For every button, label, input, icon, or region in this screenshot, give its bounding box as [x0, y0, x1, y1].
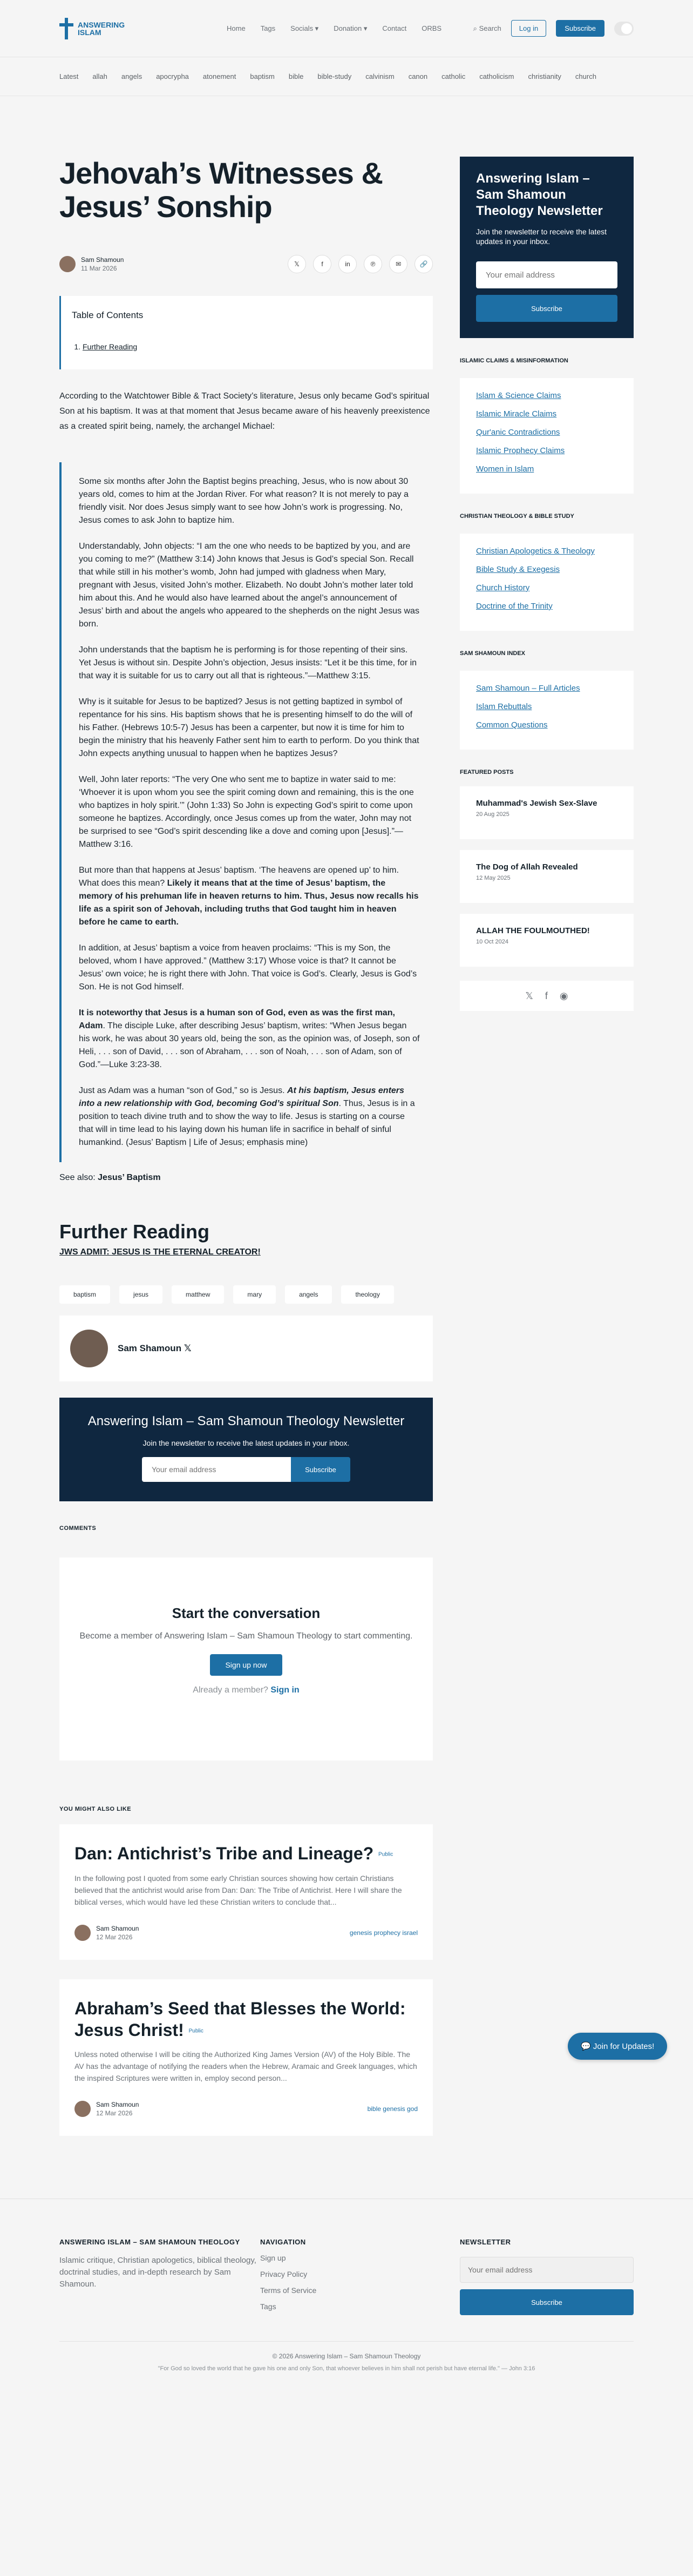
avatar — [74, 2101, 91, 2117]
subscribe-button[interactable]: Subscribe — [460, 2289, 634, 2315]
tag-bar — [0, 57, 693, 96]
further-reading-heading: Further Reading — [59, 1220, 210, 1243]
sidebar-link[interactable]: Doctrine of the Trinity — [476, 602, 553, 611]
email-field[interactable] — [476, 261, 617, 288]
sidebar-link[interactable]: Islam Rebuttals — [476, 702, 532, 711]
search-icon: ⌕ — [473, 24, 479, 32]
subscribe-button[interactable]: Subscribe — [476, 295, 617, 322]
nav-donation[interactable]: Donation ▾ — [334, 24, 368, 32]
cross-icon — [59, 18, 73, 39]
tag-link[interactable]: allah — [92, 72, 107, 80]
footer-link[interactable]: Privacy Policy — [260, 2270, 308, 2279]
sidebar-link[interactable]: Islamic Miracle Claims — [476, 409, 557, 419]
table-of-contents: Table of Contents 1. Further Reading — [59, 296, 433, 369]
tag-pill[interactable]: baptism — [59, 1285, 110, 1304]
signup-button[interactable]: Sign up now — [210, 1654, 282, 1676]
tag-pills — [59, 1285, 433, 1304]
avatar[interactable] — [59, 256, 76, 272]
toc-item[interactable]: Further Reading — [83, 342, 138, 351]
linkedin-share-icon[interactable]: in — [338, 255, 357, 273]
avatar — [74, 1925, 91, 1941]
main-nav — [227, 24, 441, 33]
sidebar-link[interactable]: Church History — [476, 583, 530, 592]
tag-link[interactable]: apocrypha — [156, 72, 189, 80]
sidebar-link[interactable]: Sam Shamoun – Full Articles — [476, 684, 580, 693]
nav-socials[interactable]: Socials ▾ — [290, 24, 319, 32]
page-title: Jehovah’s Witnesses & Jesus’ Sonship — [59, 156, 383, 224]
footer: ANSWERING ISLAM – SAM SHAMOUN THEOLOGY Islamic critique, Christian apologetics, biblical theology, doctrinal studies, and in-depth research by Sam Shamoun. NAVIGATION Sign up Privacy Policy Terms of Service Tags NEWSLETTER Your email address Subscribe © 2026 Answering Islam – Sam Shamoun Theology "For God so loved the world that he gave his one and only Son, that whoever believes in him shall not perish but have eternal life." — John 3:16 — [0, 2199, 693, 2372]
sidebar-link[interactable]: Christian Apologetics & Theology — [476, 547, 595, 556]
nav-contact[interactable]: Contact — [382, 24, 407, 32]
tag-link[interactable]: catholicism — [479, 72, 514, 80]
footer-link[interactable]: Sign up — [260, 2254, 286, 2263]
tag-link[interactable]: angels — [121, 72, 142, 80]
sidebar-newsletter: Answering Islam – Sam Shamoun Theology Newsletter Join the newsletter to receive the latest updates in your inbox. Your email address Subscribe — [460, 157, 634, 338]
sidebar-link[interactable]: Islam & Science Claims — [476, 391, 561, 400]
sidebar-link[interactable]: Islamic Prophecy Claims — [476, 446, 565, 455]
author-card — [59, 1316, 433, 1381]
join-updates-button[interactable]: 💬 Join for Updates! — [568, 2033, 667, 2060]
comments-label: COMMENTS — [59, 1525, 97, 1532]
email-share-icon[interactable]: ✉ — [389, 255, 407, 273]
sidebar-links — [460, 534, 634, 631]
nav-home[interactable]: Home — [227, 24, 246, 32]
footer-link[interactable]: Tags — [260, 2302, 276, 2311]
avatar[interactable] — [70, 1330, 108, 1367]
tag-link[interactable]: baptism — [250, 72, 275, 80]
tag-link[interactable]: calvinism — [365, 72, 395, 80]
tag-link[interactable]: catholic — [441, 72, 466, 80]
tag-link[interactable]: christianity — [528, 72, 561, 80]
tag-link[interactable]: Latest — [59, 72, 79, 80]
author-name[interactable]: Sam Shamoun — [81, 256, 124, 264]
tag-link[interactable]: canon — [408, 72, 428, 80]
chat-icon: 💬 — [581, 2042, 593, 2051]
comments-box: Start the conversation Become a member of Answering Islam – Sam Shamoun Theology to start commenting. Sign up now Already a member? Sign in — [59, 1557, 433, 1761]
sidebar-link[interactable]: Bible Study & Exegesis — [476, 565, 560, 574]
facebook-share-icon[interactable]: f — [313, 255, 331, 273]
email-field[interactable] — [460, 2257, 634, 2283]
footer-link[interactable]: Terms of Service — [260, 2286, 317, 2295]
featured-post[interactable]: The Dog of Allah Revealed 12 May 2025 — [460, 850, 634, 903]
subscribe-button[interactable]: Subscribe — [556, 20, 604, 37]
nav-tags[interactable]: Tags — [260, 24, 276, 32]
signin-link[interactable]: Sign in — [270, 1685, 300, 1695]
featured-post[interactable]: ALLAH THE FOULMOUTHED! 10 Oct 2024 — [460, 914, 634, 967]
email-field[interactable] — [142, 1457, 291, 1482]
tag-pill[interactable]: angels — [285, 1285, 332, 1304]
footer-verse: "For God so loved the world that he gave his one and only Son, that whoever believes in him shall not perish but have eternal life." — John 3:16 — [158, 2365, 535, 2372]
copyright: © 2026 Answering Islam – Sam Shamoun Theology — [59, 2341, 634, 2360]
tag-pill[interactable]: matthew — [172, 1285, 224, 1304]
site-logo[interactable]: ANSWERING ISLAM — [59, 18, 173, 39]
further-reading-link[interactable]: JWS ADMIT: JESUS IS THE ETERNAL CREATOR! — [59, 1247, 261, 1257]
share-bar — [288, 255, 433, 273]
search-button[interactable]: ⌕ Search — [473, 24, 501, 32]
post-date: 11 Mar 2026 — [81, 265, 117, 272]
author-name[interactable]: Sam Shamoun — [118, 1343, 182, 1353]
sidebar-link[interactable]: Qur'anic Contradictions — [476, 428, 560, 437]
related-post-card[interactable]: Abraham’s Seed that Blesses the World: Jesus Christ! Public Unless noted otherwise I will be citing the Authorized King James Version (AV) of the Holy Bible. The AV has the advantage of notifying the readers when the Hebrew, Aramaic and Greek languages, which the inspired Scriptures were written in, employ second person... Sam Shamoun 12 Mar 2026 bible genesis god — [59, 1979, 433, 2136]
subscribe-button[interactable]: Subscribe — [291, 1457, 350, 1482]
tag-link[interactable]: bible — [288, 72, 304, 80]
tag-link[interactable]: church — [575, 72, 596, 80]
sidebar-link[interactable]: Women in Islam — [476, 464, 534, 474]
intro-paragraph: According to the Watchtower Bible & Tract Society’s literature, Jesus only became God’s spiritual Son at his baptism. It was at that moment that Jesus became aware of his heavenly preexistence as a created spirit being, namely, the archangel Michael: — [59, 392, 430, 431]
blockquote: Some six months after John the Baptist begins preaching, Jesus, who is now about 30 years old, comes to him at the Jordan River. For what reason? It is not merely to pay a friendly visit. Nor does Jesus simply want to see how John’s work is progressing. No, Jesus comes to ask John to baptize him. Understandably, John objects: “I am the one who needs to be baptized by you, and are you coming to me?” (Matthew 3:14) John knows that Jesus is God’s special Son. Recall that while still in his mother’s womb, John had jumped with gladness when Mary, pregnant with Jesus, visited John’s mother. Elizabeth. No doubt John’s mother later told him about this. And he would also have learned about the angel’s announcement of Jesus’ birth and about the angels who appeared to the shepherds on the night Jesus was born. John understands that the baptism he is performing is for those repenting of their sins. Yet Jesus is without sin. Despite John’s objection, Jesus insists: “Let it be this time, for in that way it is suitable for us to carry out all that is righteous.”—Matthew 3:15. Why is it suitable for Jesus to be baptized? Jesus is not getting baptized in symbol of repentance for his sins. His baptism shows that he is presenting himself to do the will of his Father. (Hebrews 10:5-7) Jesus has been a carpenter, but now it is time for him to begin the ministry that his heavenly Father sent him to earth to perform. Do you think that John expects anything unusual to happen when he baptizes Jesus? Well, John later reports: “The very One who sent me to baptize in water said to me: ‘Whoever it is upon whom you see the spirit coming down and remaining, this is the one who baptizes in holy spirit.’” (John 1:33) So John is expecting God’s spirit to come upon someone he baptizes. Accordingly, once Jesus comes up from the water, John may not be surprised to see “God’s spirit descending like a dove and coming upon [Jesus].”—Matthew 3:16. But more than that happens at Jesus’ baptism. ‘The heavens are opened up’ to him. What does this mean? Likely it means that at the time of Jesus’ baptism, the memory of his prehuman life in heaven returns to him. Thus, Jesus now recalls his life as a spirit son of Jehovah, including truths that God taught him in heaven before he came to earth. In addition, at Jesus’ baptism a voice from heaven proclaims: “This is my Son, the beloved, whom I have approved.” (Matthew 3:17) Whose voice is that? It cannot be Jesus’ own voice; he is right there with John. That voice is God’s. Clearly, Jesus is God’s Son. He is not God himself. It is noteworthy that Jesus is a human son of God, even as was the first man, Adam. The disciple Luke, after describing Jesus’ baptism, writes: “When Jesus began his work, he was about 30 years old, being the son, as the opinion was, of Joseph, son of Heli, . . . son of David, . . . son of Abraham, . . . son of Noah, . . . son of Adam, son of God.”—Luke 3:23-38. Just as Adam was a human “son of God,” so is Jesus. At his baptism, Jesus enters into a new relationship with God, becoming God’s spiritual Son. Thus, Jesus is in a position to teach divine truth and to show the way to life. Jesus is starting on a course that will in time lead to his laying down his human life in sacrifice in behalf of sinful humankind. (Jesus’ Baptism | Life of Jesus; emphasis mine) — [59, 462, 433, 1162]
see-also-link[interactable]: Jesus’ Baptism — [98, 1173, 161, 1182]
tag-pill[interactable]: theology — [341, 1285, 393, 1304]
tag-link[interactable]: bible-study — [317, 72, 352, 80]
x-icon[interactable]: 𝕏 — [525, 990, 533, 1001]
see-also: See also: Jesus’ Baptism — [59, 1173, 161, 1182]
social-links — [460, 981, 634, 1011]
login-button[interactable]: Log in — [511, 20, 546, 37]
rss-icon[interactable]: ◉ — [559, 990, 568, 1001]
theme-toggle[interactable] — [614, 22, 634, 36]
newsletter-box: Answering Islam – Sam Shamoun Theology Newsletter Join the newsletter to receive the latest updates in your inbox. Your email address Subscribe — [59, 1398, 433, 1501]
sidebar-link[interactable]: Common Questions — [476, 720, 548, 730]
related-label: YOU MIGHT ALSO LIKE — [59, 1806, 132, 1812]
x-share-icon[interactable]: 𝕏 — [288, 255, 306, 273]
tag-link[interactable]: atonement — [202, 72, 236, 80]
sidebar: Answering Islam – Sam Shamoun Theology Newsletter Join the newsletter to receive the latest updates in your inbox. Your email address Subscribe ISLAMIC CLAIMS & MISINFORMATION Islam & Science Claims Islamic Miracle Claims Qur'anic Contradictions Islamic Prophecy Claims Women in Islam CHRISTIAN THEOLOGY & BIBLE STUDY Christian Apologetics & Theology Bible Study & Exegesis Church History Doctrine of the Trinity SAM SHAMOUN INDEX Sam Shamoun – Full Articles Islam Rebuttals Common Questions FEATURED POSTS Muhammad's Jewish Sex-Slave 20 Aug 2025 The Dog of Allah Revealed 12 May 2025 ALLAH THE FOULMOUTHED! 10 Oct 2024 𝕏 f ◉ — [460, 157, 634, 2136]
pinterest-share-icon[interactable]: ℗ — [364, 255, 382, 273]
featured-post[interactable]: Muhammad's Jewish Sex-Slave 20 Aug 2025 — [460, 786, 634, 839]
facebook-icon[interactable]: f — [545, 990, 548, 1001]
tag-pill[interactable]: mary — [233, 1285, 276, 1304]
link-share-icon[interactable]: 🔗 — [415, 255, 433, 273]
sidebar-links — [460, 671, 634, 750]
nav-orbs[interactable]: ORBS — [422, 24, 442, 32]
x-icon[interactable]: 𝕏 — [184, 1343, 192, 1353]
related-post-card[interactable]: Dan: Antichrist’s Tribe and Lineage? Public In the following post I quoted from some early Christian sources showing how certain Christians believed that the antichrist would arise from Dan: Dan: The Tribe of Antichrist. Here I will share the biblical verses, which would have led these Christian writers to conclude that... Sam Shamoun 12 Mar 2026 genesis prophecy israel — [59, 1824, 433, 1960]
top-header — [0, 0, 693, 57]
tag-pill[interactable]: jesus — [119, 1285, 162, 1304]
sidebar-links — [460, 378, 634, 494]
